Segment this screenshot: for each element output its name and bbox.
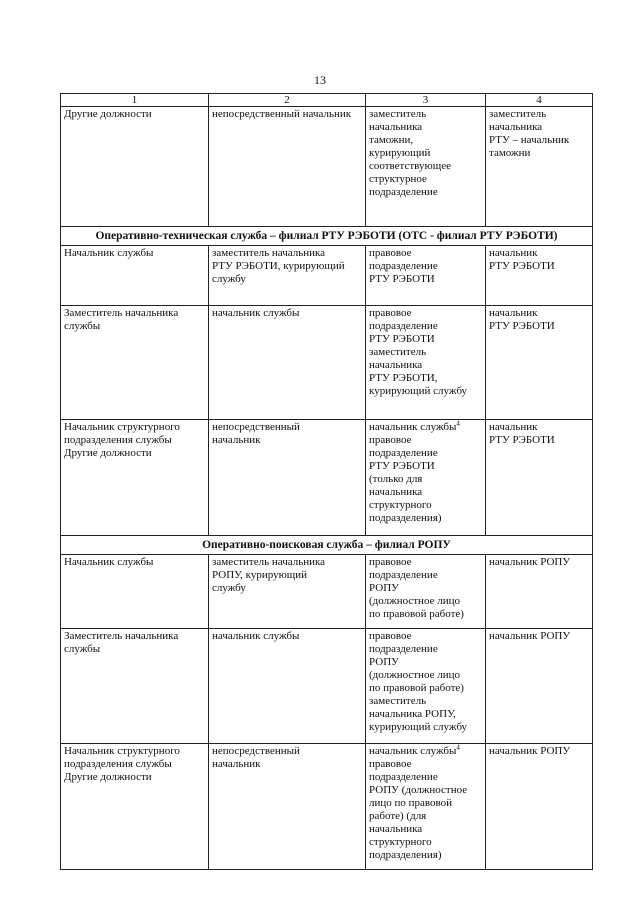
text-line: подразделение (369, 643, 438, 655)
text-line: РТУ – начальник (489, 134, 570, 146)
authority-cell (209, 420, 366, 536)
authority-cell (209, 306, 366, 420)
section-title: Оперативно-техническая служба – филиал РТУ РЭБОТИ (ОТС - филиал РТУ РЭБОТИ) (61, 227, 593, 246)
footnote-marker: 4 (456, 419, 460, 428)
text-line: РТУ РЭБОТИ (489, 260, 555, 272)
text-line: таможни (489, 147, 531, 159)
text-line: Начальник службы (64, 247, 154, 259)
text-line: правовое (369, 556, 412, 568)
position-cell: Другие должности (61, 107, 209, 227)
text-line: непосредственный (212, 421, 300, 433)
text-line: соответствующее (369, 160, 451, 172)
coordination-cell (366, 246, 486, 306)
authority-cell (209, 555, 366, 629)
first-line: начальник службы (369, 745, 457, 757)
text-line: начальник (489, 307, 538, 319)
text-line: правовое (369, 758, 412, 770)
text-line: лицо по правовой (369, 797, 453, 809)
position-cell (61, 420, 209, 536)
page-number: 13 (314, 73, 326, 87)
coordination-cell (366, 744, 486, 870)
table-row (61, 629, 593, 744)
authority-cell (209, 629, 366, 744)
section-row (61, 536, 593, 555)
text-line: (должностное лицо (369, 669, 460, 681)
text-line: структурное (369, 173, 427, 185)
text-line: курирующий службу (369, 385, 468, 397)
text-line: начальник (489, 247, 538, 259)
text-line: РТУ РЭБОТИ (369, 460, 435, 472)
position-cell (61, 629, 209, 744)
position-cell (61, 555, 209, 629)
text-line: Заместитель начальника (64, 307, 179, 319)
text-line: начальника РОПУ, (369, 708, 456, 720)
table-row (61, 744, 593, 870)
text-line: начальник (212, 434, 261, 446)
approval-cell (486, 420, 593, 536)
text-line: РОПУ, курирующий (212, 569, 308, 581)
text-line: (только для (369, 473, 423, 485)
column-header: 1 (61, 94, 209, 107)
authority-table (60, 93, 593, 870)
text-line: службу (212, 582, 246, 594)
text-line: начальник (212, 758, 261, 770)
text-line: Начальник структурного (64, 421, 180, 433)
approval-cell (486, 629, 593, 744)
table-row (61, 246, 593, 306)
text-line: подразделение (369, 320, 438, 332)
text-line: начальник РОПУ (489, 556, 571, 568)
text-line: подразделение (369, 447, 438, 459)
section-row (61, 227, 593, 246)
text-line: (должностное лицо (369, 595, 460, 607)
table-header-row (61, 94, 593, 107)
approval-cell (486, 744, 593, 870)
text-line: службы (64, 320, 101, 332)
text-line: РТУ РЭБОТИ, курирующий (212, 260, 345, 272)
column-header: 4 (486, 94, 593, 107)
text-line: РОПУ (должностное (369, 784, 468, 796)
text-line: начальник РОПУ (489, 745, 571, 757)
approval-cell (486, 555, 593, 629)
text-line: заместитель (369, 108, 427, 120)
text-line: таможни, (369, 134, 414, 146)
text-line: начальника (369, 359, 423, 371)
column-header: 3 (366, 94, 486, 107)
text-line: РТУ РЭБОТИ (489, 320, 555, 332)
authority-cell: непосредственный начальник (209, 107, 366, 227)
text-line: начальника (369, 823, 423, 835)
text-line: РОПУ (369, 582, 399, 594)
table-row (61, 107, 593, 227)
first-line: начальник службы (369, 421, 457, 433)
approval-cell (486, 246, 593, 306)
authority-cell (209, 246, 366, 306)
approval-cell (486, 107, 593, 227)
footnote-marker: 4 (456, 743, 460, 752)
text-line: структурного (369, 499, 432, 511)
text-line: правовое (369, 434, 412, 446)
text-line: Начальник структурного (64, 745, 180, 757)
text-line: РТУ РЭБОТИ (369, 333, 435, 345)
text-line: службы (64, 643, 101, 655)
text-line: по правовой работе) (369, 608, 464, 620)
text-line: РТУ РЭБОТИ (369, 273, 435, 285)
text-line: заместитель (489, 108, 547, 120)
text-line: по правовой работе) (369, 682, 464, 694)
coordination-cell (366, 555, 486, 629)
text-line: службу (212, 273, 246, 285)
text-line: РТУ РЭБОТИ (489, 434, 555, 446)
position-cell (61, 246, 209, 306)
text-line: работе) (для (369, 810, 427, 822)
approval-cell (486, 306, 593, 420)
text-line: начальник РОПУ (489, 630, 571, 642)
text-line: курирующий (369, 147, 431, 159)
text-line: подразделения) (369, 849, 442, 861)
text-line: курирующий службу (369, 721, 468, 733)
position-cell (61, 744, 209, 870)
text-line: правовое (369, 247, 412, 259)
text-line: начальник (489, 421, 538, 433)
authority-cell (209, 744, 366, 870)
text-line: РТУ РЭБОТИ, (369, 372, 438, 384)
text-line: подразделение (369, 186, 438, 198)
coordination-cell (366, 107, 486, 227)
text-line: начальника (489, 121, 543, 133)
text-line: непосредственный (212, 745, 300, 757)
coordination-cell (366, 306, 486, 420)
table-row (61, 555, 593, 629)
text-line: Заместитель начальника (64, 630, 179, 642)
text-line: заместитель начальника (212, 556, 326, 568)
table-row (61, 306, 593, 420)
text-line: структурного (369, 836, 432, 848)
text-line: начальник службы (212, 630, 300, 642)
text-line: заместитель (369, 346, 427, 358)
text-line: подразделения) (369, 512, 442, 524)
text-line: начальник службы (212, 307, 300, 319)
text-line: Другие должности (64, 771, 152, 783)
column-header: 2 (209, 94, 366, 107)
text-line: подразделение (369, 260, 438, 272)
position-cell (61, 306, 209, 420)
text-line: подразделение (369, 771, 438, 783)
text-line: правовое (369, 307, 412, 319)
table-row (61, 420, 593, 536)
coordination-cell (366, 420, 486, 536)
text-line: правовое (369, 630, 412, 642)
text-line: начальника (369, 121, 423, 133)
text-line: начальника (369, 486, 423, 498)
text-line: подразделения службы (64, 758, 172, 770)
text-line: заместитель начальника (212, 247, 326, 259)
text-line: Начальник службы (64, 556, 154, 568)
text-line: подразделение (369, 569, 438, 581)
text-line: Другие должности (64, 447, 152, 459)
coordination-cell (366, 629, 486, 744)
text-line: заместитель (369, 695, 427, 707)
section-title: Оперативно-поисковая служба – филиал РОПУ (61, 536, 593, 555)
text-line: РОПУ (369, 656, 399, 668)
text-line: подразделения службы (64, 434, 172, 446)
